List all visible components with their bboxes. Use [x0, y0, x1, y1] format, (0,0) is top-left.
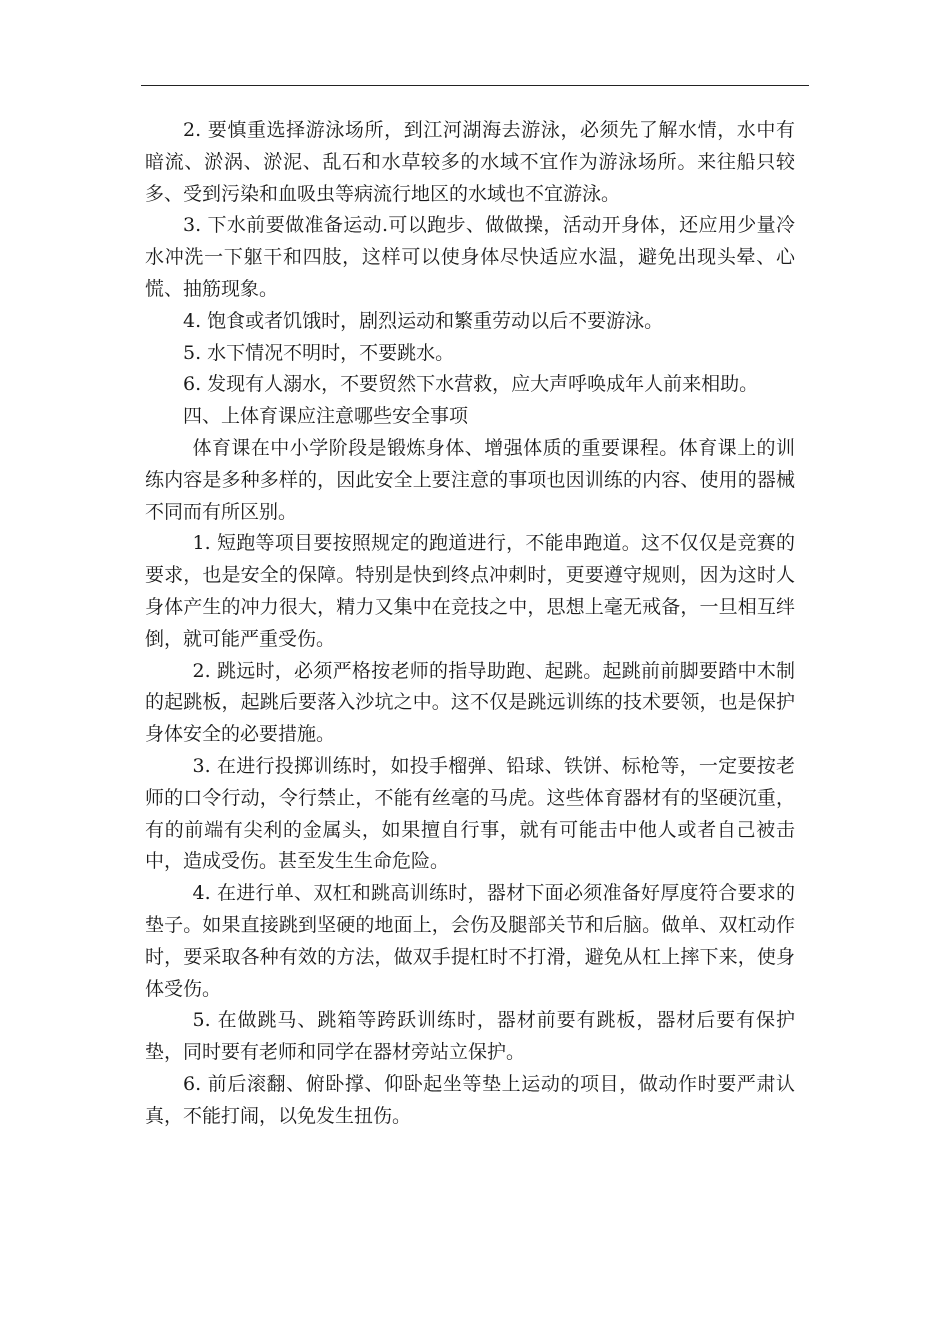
paragraph: 4. 在进行单、双杠和跳高训练时，器材下面必须准备好厚度符合要求的垫子。如果直接跳到坚硬的地面上，会伤及腿部关节和后脑。做单、双杠动作时，要采取各种有效的方法，做双手提杠时不打滑，避免从杠上摔下来，使身体受伤。 [145, 882, 795, 1000]
paragraph: 2. 要慎重选择游泳场所，到江河湖海去游泳，必须先了解水情，水中有暗流、淤涡、淤泥、乱石和水草较多的水域不宜作为游泳场所。来往船只较多、受到污染和血吸虫等病流行地区的水域也不宜游泳。 [145, 119, 795, 205]
paragraph: 3. 在进行投掷训练时，如投手榴弹、铅球、铁饼、标枪等，一定要按老师的口令行动，令行禁止，不能有丝毫的马虎。这些体育器材有的坚硬沉重，有的前端有尖利的金属头，如果擅自行事，就有可能击中他人或者自己被击中，造成受伤。甚至发生生命危险。 [145, 754, 795, 873]
paragraph: 6. 发现有人溺水，不要贸然下水营救，应大声呼唤成年人前来相助。 [183, 373, 759, 396]
paragraph: 2. 跳远时，必须严格按老师的指导助跑、起跳。起跳前前脚要踏中木制的起跳板，起跳后要落入沙坑之中。这不仅是跳远训练的技术要领，也是保护身体安全的必要措施。 [145, 659, 795, 746]
paragraph: 5. 在做跳马、跳箱等跨跃训练时，器材前要有跳板，器材后要有保护垫，同时要有老师和同学在器材旁站立保护。 [145, 1009, 795, 1064]
document-body [145, 115, 795, 1133]
section-heading: 四、上体育课应注意哪些安全事项 [183, 405, 469, 428]
paragraph: 4. 饱食或者饥饿时，剧烈运动和繁重劳动以后不要游泳。 [183, 309, 664, 332]
paragraph: 体育课在中小学阶段是锻炼身体、增强体质的重要课程。体育课上的训练内容是多种多样的，因此安全上要注意的事项也因训练的内容、使用的器械不同而有所区别。 [145, 436, 795, 523]
paragraph: 1. 短跑等项目要按照规定的跑道进行，不能串跑道。这不仅仅是竞赛的要求，也是安全的保障。特别是快到终点冲刺时，更要遵守规则，因为这时人身体产生的冲力很大，精力又集中在竞技之中，思想上毫无戒备，一旦相互绊倒，就可能严重受伤。 [145, 532, 795, 650]
paragraph: 5. 水下情况不明时，不要跳水。 [183, 341, 455, 364]
paragraph: 3. 下水前要做准备运动.可以跑步、做做操，活动开身体，还应用少量冷水冲洗一下躯干和四肢，这样可以使身体尽快适应水温，避免出现头晕、心慌、抽筋现象。 [145, 214, 795, 300]
paragraph: 6. 前后滚翻、俯卧撑、仰卧起坐等垫上运动的项目，做动作时要严肃认真，不能打闹，以免发生扭伤。 [145, 1072, 795, 1127]
header-rule [141, 85, 809, 86]
